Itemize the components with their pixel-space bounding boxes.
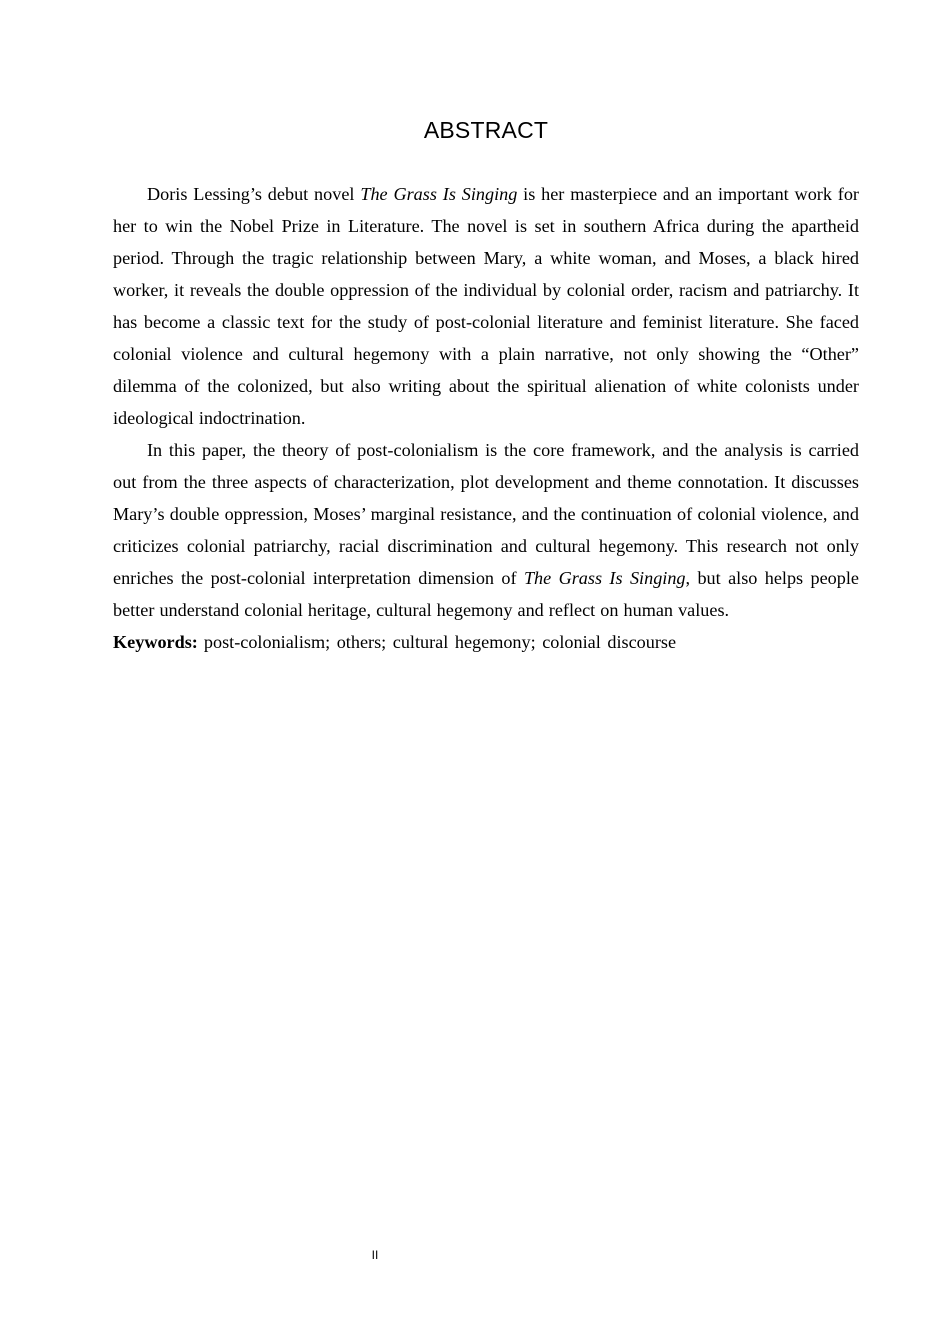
abstract-paragraph-1 — [113, 178, 859, 434]
keywords-value: post-colonialism; others; cultural hegemony; colonial discourse — [203, 632, 677, 652]
novel-title-italic: The Grass Is Singing — [360, 184, 518, 204]
paragraph-2-text-start: In this paper, the theory of post-colonialism is the core framework, and the analysis is carried out from the three aspects of characterization, plot development and theme connotation. It discusses Mary’s double oppression, Moses’ marginal resistance, and the continuation of colonial violence, and criticizes colonial patriarchy, racial discrimination and cultural hegemony. This research not only enriches the post-colonial interpretation dimension of — [113, 440, 859, 588]
page-number: II — [371, 1248, 379, 1262]
abstract-body — [113, 178, 859, 658]
novel-title-italic: The Grass Is Singing — [523, 568, 686, 588]
page-title: ABSTRACT — [423, 117, 549, 143]
keywords-line — [113, 626, 859, 658]
paragraph-1-text-end: is her masterpiece and an important work for her to win the Nobel Prize in Literature. The novel is set in southern Africa during the apartheid period. Through the tragic relationship between Mary, a white woman, and Moses, a black hired worker, it reveals the double oppression of the individual by colonial order, racism and patriarchy. It has become a classic text for the study of post-colonial literature and feminist literature. She faced colonial violence and cultural hegemony with a plain narrative, not only showing the “Other” dilemma of the colonized, but also writing about the spiritual alienation of white colonists under ideological indoctrination. — [113, 184, 859, 428]
abstract-paragraph-2 — [113, 434, 859, 626]
keywords-label: Keywords: — [113, 632, 198, 652]
paragraph-2-text-end: , but also helps people better understand colonial heritage, cultural hegemony and reflect on human values. — [113, 568, 859, 620]
paragraph-1-text-start: Doris Lessing’s debut novel — [147, 184, 361, 204]
